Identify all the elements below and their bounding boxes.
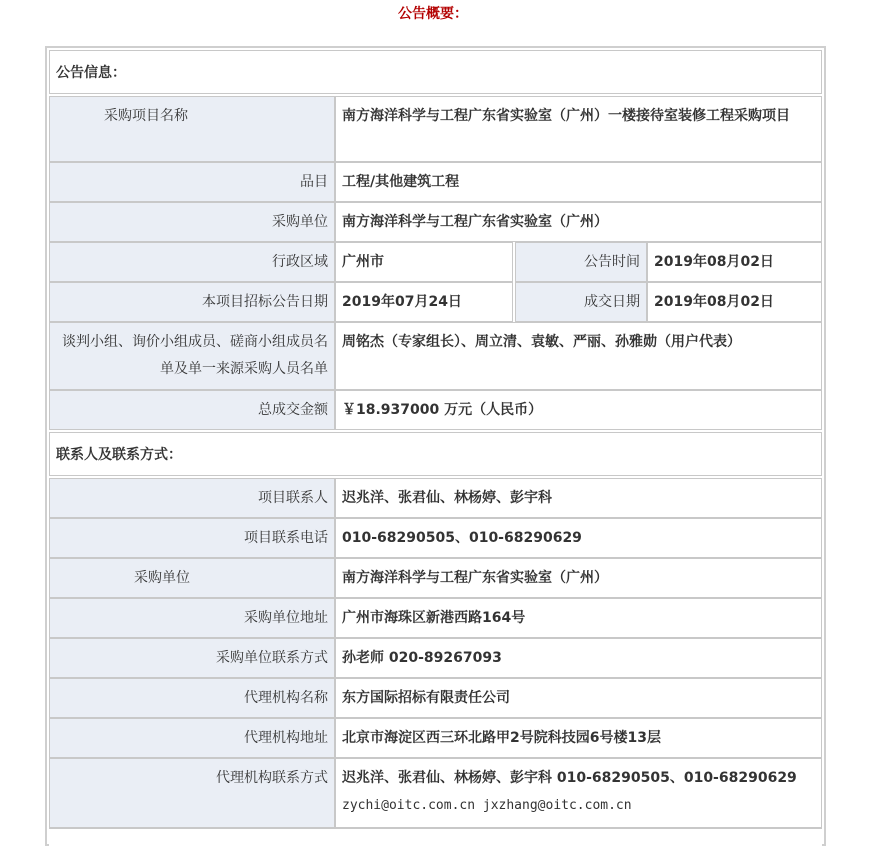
total-amount-label: 总成交金额 [49,390,335,430]
purchaser-address-value: 广州市海珠区新港西路164号 [335,598,822,638]
row-category [49,162,822,202]
project-name-value: 南方海洋科学与工程广东省实验室（广州）一楼接待室装修工程采购项目 [335,96,822,162]
project-contact-value: 迟兆洋、张君仙、林杨婷、彭宇科 [335,478,822,518]
agency-email-value: zychi@oitc.com.cn jxzhang@oitc.com.cn [342,798,632,813]
row-agency-address [49,718,822,758]
row-panel-members [49,322,822,390]
row-purchaser-contact [49,638,822,678]
section-announcement-info: 公告信息： [49,50,822,94]
purchaser-address-label: 采购单位地址 [49,598,335,638]
deal-date-value: 2019年08月02日 [647,282,822,322]
announce-time-value: 2019年08月02日 [647,242,822,282]
row-purchaser [49,202,822,242]
row-agency-name [49,678,822,718]
agency-contact-label: 代理机构联系方式 [49,758,335,828]
purchaser-value: 南方海洋科学与工程广东省实验室（广州） [335,202,822,242]
project-phone-label: 项目联系电话 [49,518,335,558]
region-label: 行政区域 [49,242,335,282]
agency-contact-cell [335,758,822,828]
purchaser-contact-label: 采购单位联系方式 [49,638,335,678]
agency-contact-value: 迟兆洋、张君仙、林杨婷、彭宇科 010-68290505、010-68290629 [342,770,797,786]
category-label: 品目 [49,162,335,202]
agency-address-value: 北京市海淀区西三环北路甲2号院科技园6号楼13层 [335,718,822,758]
row-project-name [49,96,822,162]
page-heading: 公告概要： [398,6,468,22]
row-purchaser-address [49,598,822,638]
deal-date-label: 成交日期 [515,282,647,322]
row-project-phone [49,518,822,558]
purchaser-contact-value: 孙老师 020-89267093 [335,638,822,678]
row-region [49,242,822,282]
total-amount-value: ￥18.937000 万元（人民币） [335,390,822,430]
agency-name-label: 代理机构名称 [49,678,335,718]
table-continuation [49,828,822,849]
bid-date-label: 本项目招标公告日期 [49,282,335,322]
row-total-amount [49,390,822,430]
agency-address-label: 代理机构地址 [49,718,335,758]
category-value: 工程/其他建筑工程 [335,162,822,202]
contact-purchaser-value: 南方海洋科学与工程广东省实验室（广州） [335,558,822,598]
section-contact-info: 联系人及联系方式： [49,432,822,476]
panel-members-value: 周铭杰（专家组长）、周立清、袁敏、严丽、孙雅勋（用户代表） [335,322,822,390]
row-agency-contact [49,758,822,828]
project-contact-label: 项目联系人 [49,478,335,518]
row-project-contact [49,478,822,518]
panel-members-label: 谈判小组、询价小组成员、磋商小组成员名单及单一来源采购人员名单 [49,322,335,390]
announcement-table [45,46,826,846]
project-name-label: 采购项目名称 [49,96,335,162]
agency-name-value: 东方国际招标有限责任公司 [335,678,822,718]
purchaser-label: 采购单位 [49,202,335,242]
announce-time-label: 公告时间 [515,242,647,282]
row-dates [49,282,822,322]
project-phone-value: 010-68290505、010-68290629 [335,518,822,558]
region-value: 广州市 [335,242,513,282]
contact-purchaser-label: 采购单位 [49,558,335,598]
bid-date-value: 2019年07月24日 [335,282,513,322]
row-contact-purchaser [49,558,822,598]
